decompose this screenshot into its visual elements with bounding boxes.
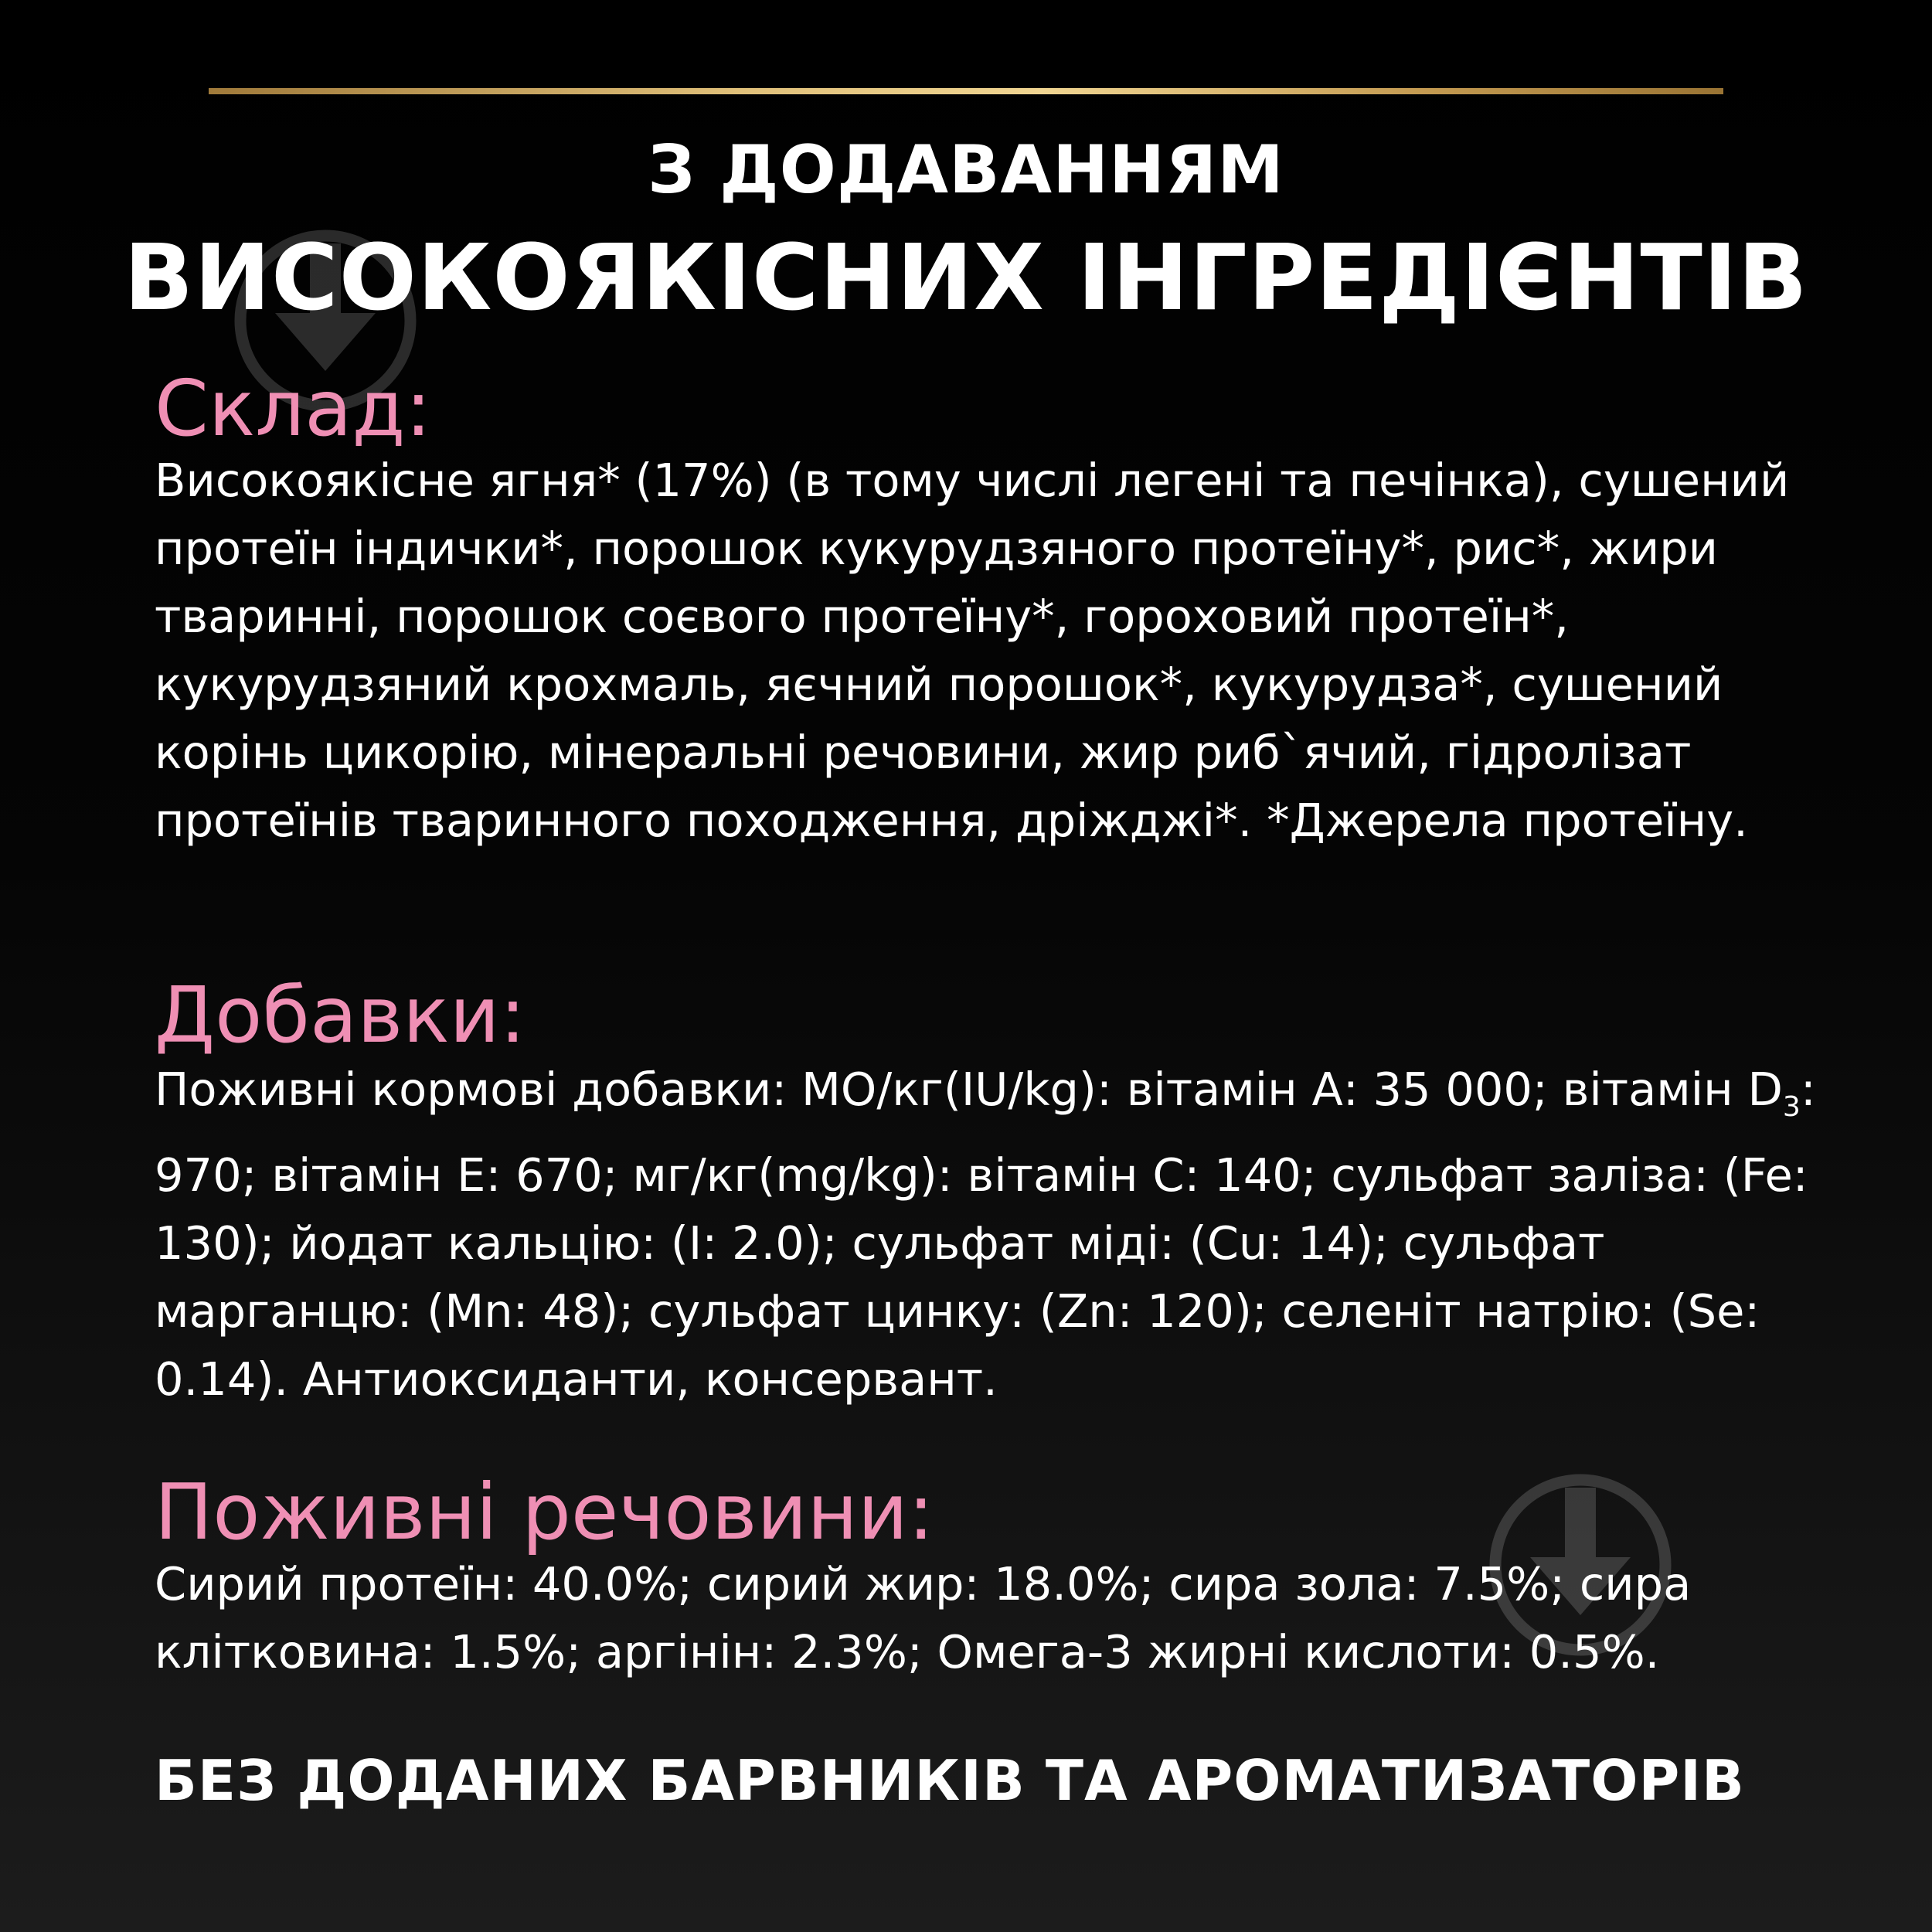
nutrients-text: Сирий протеїн: 40.0%; сирий жир: 18.0%; сира зола: 7.5%; сира клітковина: 1.5%; аргінін: 2.3%; Омега-3 жирні кислоти: 0.5%. (155, 1557, 1692, 1679)
footer-note: БЕЗ ДОДАНИХ БАРВНИКІВ ТА АРОМАТИЗАТОРІВ (155, 1748, 1745, 1813)
composition-title: Склад: (155, 363, 432, 454)
headline-line-1: З ДОДАВАННЯМ (648, 131, 1284, 209)
vitamin-d-subscript: 3 (1782, 1091, 1801, 1123)
additives-title: Добавки: (155, 970, 526, 1060)
nutrients-title: Поживні речовини: (155, 1467, 934, 1557)
composition-text: Високоякісне ягня* (17%) (в тому числі легені та печінка), сушений протеїн індички*, порошок кукурудзяного протеїну*, рис*, жири тваринні, порошок соєвого протеїну*, гороховий протеїн*, кукурудзяний крохмаль, яєчний порошок*, кукурудза*, сушений корінь цикорію, мінеральні речовини, жир риб`ячий, гідролізат протеїнів тваринного походження, дріжджі*. *Джерела протеїну. (155, 454, 1790, 847)
additives-text-part-a: Поживні кормові добавки: МО/кг(IU/kg): вітамін А: 35 000; вітамін D (155, 1063, 1783, 1116)
additives-text (155, 1056, 1832, 1413)
gold-divider-line (209, 88, 1723, 94)
headline-line-2: ВИСОКОЯКІСНИХ ІНГРЕДІЄНТІВ (124, 224, 1808, 331)
additives-text-part-b: : 970; вітамін Е: 670; мг/кг(mg/kg): вітамін С: 140; сульфат заліза: (Fe: 130); йодат кальцію: (I: 2.0); сульфат міді: (Cu: 14); сульфат марганцю: (Mn: 48); сульфат цинку: (Zn: 120); селеніт натрію: (Se: 0.14). Антиоксиданти, консервант. (155, 1063, 1816, 1406)
